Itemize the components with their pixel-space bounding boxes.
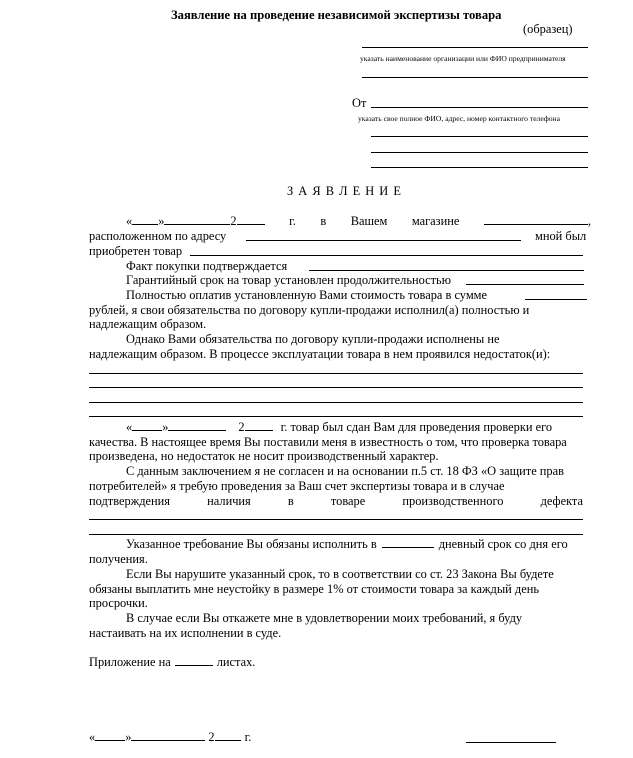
p1-month-blank[interactable] [164, 214, 230, 225]
p7-blank-1[interactable] [89, 519, 583, 520]
attachment-line: Приложение на листах. [89, 655, 256, 669]
p1-line-2-end: мной был [535, 229, 587, 243]
p6-day-blank[interactable] [132, 420, 162, 431]
p8-line-1: Указанное требование Вы обязаны исполнить в дневный срок со дня его [126, 537, 568, 551]
p3-text: Гарантийный срок на товар установлен продолжительностью [126, 273, 451, 287]
sender-name-line[interactable] [371, 107, 588, 108]
p4-line-1: Полностью оплатив установленную Вами стоимость товара в сумме [126, 288, 488, 302]
p6-month-blank[interactable] [168, 420, 226, 431]
p6-line-1: « » 2 г. товар был сдан Вам для проведения проверки его [126, 420, 553, 434]
p1-line-2-start: расположенном по адресу [89, 229, 227, 243]
sender-hint: указать свое полное ФИО, адрес, номер контактного телефона [358, 114, 560, 123]
p7-line-2: потребителей» я требую проведения за Ваш счет экспертизы товара и в случае [89, 479, 505, 493]
p2-text: Факт покупки подтверждается [126, 259, 288, 273]
p10-line-2: настаивать на их исполнении в суде. [89, 626, 282, 640]
sender-line-2[interactable] [371, 136, 588, 137]
p5-line-2: надлежащим образом. В процессе эксплуатации товара в нем проявился недостаток(и): [89, 347, 551, 361]
from-label: От [352, 96, 367, 110]
p1-year-blank[interactable] [237, 214, 265, 225]
sender-line-3[interactable] [371, 152, 588, 153]
p7-blank-2[interactable] [89, 534, 583, 535]
p1-address-blank[interactable] [246, 240, 521, 241]
recipient-hint: указать наименование организации или ФИО предпринимателя [360, 54, 566, 63]
p9-line-1: Если Вы нарушите указанный срок, то в соответствии со ст. 23 Закона Вы будете [126, 567, 554, 581]
p8-days-blank[interactable] [382, 537, 434, 548]
p1-line-3: приобретен товар [89, 244, 183, 258]
document-title: Заявление на проведение независимой экспертизы товара [171, 8, 502, 22]
footer-date: « » 2 г. [89, 730, 252, 744]
footer-day-blank[interactable] [95, 730, 125, 741]
p9-line-2: обязаны выплатить мне неустойку в размере 1% от стоимости товара за каждый день [89, 582, 539, 596]
p1-product-blank[interactable] [190, 255, 583, 256]
statement-heading: З А Я В Л Е Н И Е [287, 184, 402, 198]
recipient-line-2[interactable] [362, 77, 588, 78]
p1-day-blank[interactable] [132, 214, 158, 225]
p6-line-2: качества. В настоящее время Вы поставили меня в известность о том, что проверка товара [89, 435, 567, 449]
defect-line-4[interactable] [89, 416, 583, 417]
defect-line-3[interactable] [89, 402, 583, 403]
defect-line-2[interactable] [89, 387, 583, 388]
sample-label: (образец) [523, 22, 573, 36]
p10-line-1: В случае если Вы откажете мне в удовлетворении моих требований, я буду [126, 611, 523, 625]
sender-line-4[interactable] [371, 167, 588, 168]
footer-year-blank[interactable] [215, 730, 241, 741]
p4-amount-blank[interactable] [525, 299, 587, 300]
p2-proof-blank[interactable] [309, 270, 584, 271]
p1-line-1: « » 2 г. в Вашем магазине , [126, 214, 591, 228]
p5-line-1: Однако Вами обязательства по договору купли-продажи исполнены не [126, 332, 500, 346]
signature-line[interactable] [466, 742, 556, 743]
p9-line-3: просрочки. [89, 596, 148, 610]
p8-line-2: получения. [89, 552, 148, 566]
defect-line-1[interactable] [89, 373, 583, 374]
p3-warranty-blank[interactable] [466, 284, 584, 285]
footer-month-blank[interactable] [131, 730, 205, 741]
p6-line-3: произведена, но недостаток не носит производственный характер. [89, 449, 439, 463]
p1-shop-blank[interactable] [484, 214, 588, 225]
p7-line-3: подтверждения наличия в товаре производственного дефекта [89, 494, 583, 508]
p6-year-blank[interactable] [245, 420, 273, 431]
p7-line-1: С данным заключением я не согласен и на основании п.5 ст. 18 ФЗ «О защите прав [126, 464, 564, 478]
attachment-sheets-blank[interactable] [175, 655, 213, 666]
recipient-line[interactable] [362, 47, 588, 48]
p4-line-3: надлежащим образом. [89, 317, 207, 331]
p4-line-2: рублей, я свои обязательства по договору купли-продажи исполнил(а) полностью и [89, 303, 530, 317]
